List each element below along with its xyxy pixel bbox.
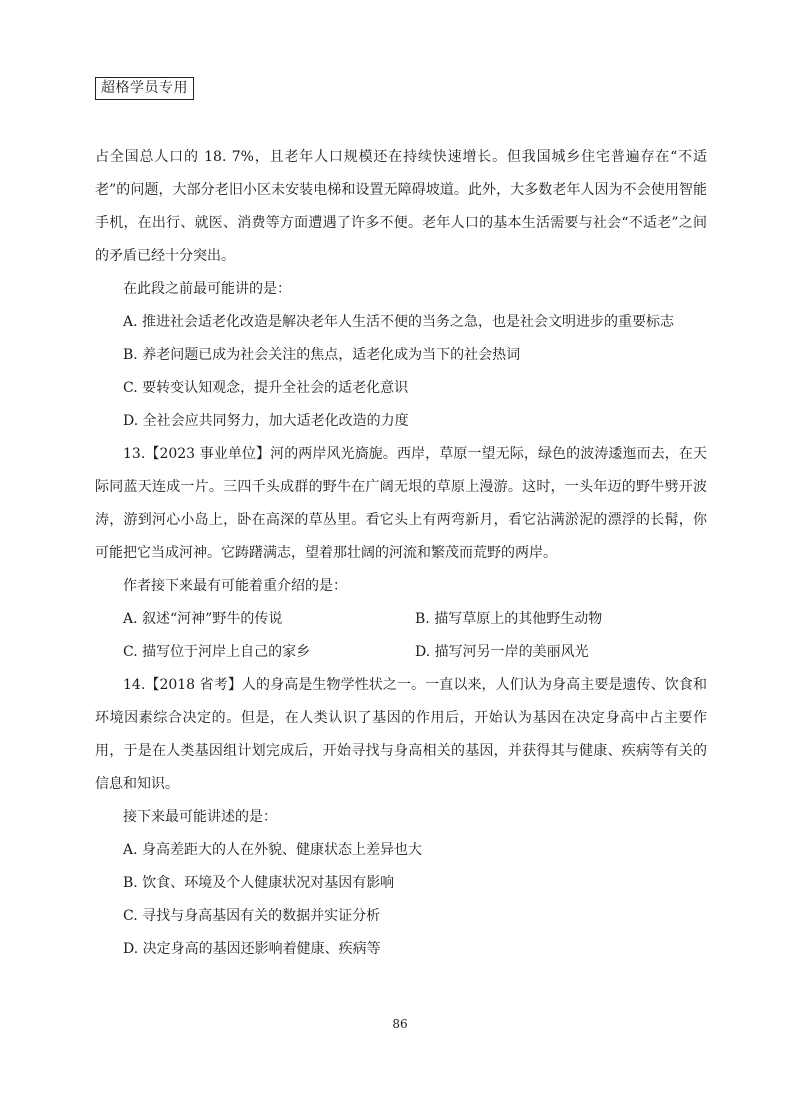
- q13-stem: 13.【2023 事业单位】河的两岸风光旖旎。西岸，草原一望无际，绿色的波涛逶迤而去，在天际同蓝天连成一片。三四千头成群的野牛在广阔无垠的草原上漫游。这时，一头年迈的野牛劈开波涛，游到河心小岛上，卧在高深的草丛里。看它头上有两弯新月，看它沾满淤泥的漂浮的长髯，你可能把它当成河神。它踌躇满志，望着那壮阔的河流和繁茂而荒野的两岸。: [95, 446, 707, 561]
- q13-option-d: D. 描写河另一岸的美丽风光: [415, 644, 589, 660]
- q12-option-c: C. 要转变认知观念，提升全社会的适老化意识: [123, 380, 409, 396]
- q13-options-row-1: [95, 603, 707, 636]
- q14-option-d: D. 决定身高的基因还影响着健康、疾病等: [123, 941, 381, 957]
- page-number: 86: [392, 1017, 408, 1031]
- q14-option-c: C. 寻找与身高基因有关的数据并实证分析: [123, 908, 381, 924]
- q12-option-b: B. 养老问题已成为社会关注的焦点，适老化成为当下的社会热词: [123, 347, 521, 363]
- page-content: [95, 141, 707, 966]
- q12-option-d: D. 全社会应共同努力，加大适老化改造的力度: [123, 413, 409, 429]
- q14-option-b: B. 饮食、环境及个人健康状况对基因有影响: [123, 875, 395, 891]
- q13-option-b: B. 描写草原上的其他野生动物: [415, 611, 603, 627]
- q14-stem: 14.【2018 省考】人的身高是生物学性状之一。一直以来，人们认为身高主要是遗传、饮食和环境因素综合决定的。但是，在人类认识了基因的作用后，开始认为基因在决定身高中占主要作用，于是在人类基因组计划完成后，开始寻找与身高相关的基因，并获得其与健康、疾病等有关的信息和知识。: [95, 677, 707, 792]
- q13-option-a: A. 叙述“河神”野牛的传说: [123, 611, 283, 627]
- q13-prompt: 作者接下来最有可能着重介绍的是：: [123, 578, 347, 594]
- q13-options-row-2: [95, 636, 707, 669]
- q12-prompt: 在此段之前最可能讲的是：: [123, 281, 291, 297]
- q12-option-a: A. 推进社会适老化改造是解决老年人生活不便的当务之急，也是社会文明进步的重要标志: [123, 314, 675, 330]
- q14-option-a: A. 身高差距大的人在外貌、健康状态上差异也大: [123, 842, 423, 858]
- passage-intro: 占全国总人口的 18. 7%，且老年人口规模还在持续快速增长。但我国城乡住宅普遍存在“不适老”的问题，大部分老旧小区未安装电梯和设置无障碍坡道。此外，大多数老年人因为不会使用智能手机，在出行、就医、消费等方面遭遇了许多不便。老年人口的基本生活需要与社会“不适老”之间的矛盾已经十分突出。: [95, 149, 707, 264]
- q14-prompt: 接下来最可能讲述的是：: [123, 809, 277, 825]
- q13-option-c: C. 描写位于河岸上自己的家乡: [123, 644, 311, 660]
- header-tag: 超格学员专用: [95, 77, 194, 100]
